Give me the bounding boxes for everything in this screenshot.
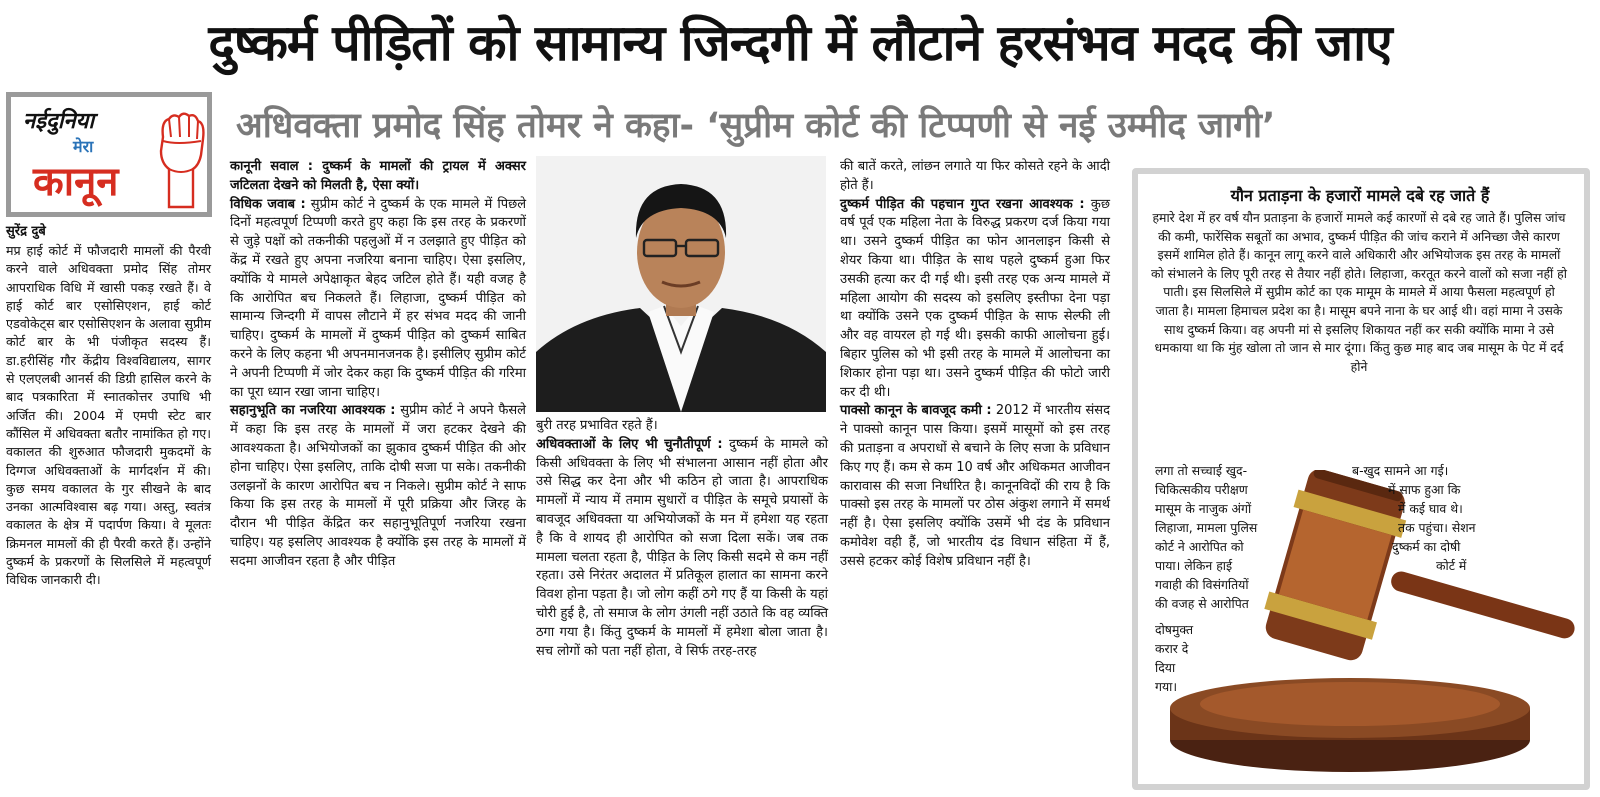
sympathy-text: सुप्रीम कोर्ट ने अपने फैसले में कहा कि इस तरह के मामलों में जरा हटकर देखने की आवश्यकता है। अभियोजकों का झुकाव दुष्कर्म पीड़ित की ओर होना चाहिए। ऐसा इसलिए, ताकि दोषी सजा पा सके। तकनीकी उलझनों के कारण आरोपित बच न निकले। सुप्रीम कोर्ट ने साफ किया कि इस तरह के मामलों में पूरी प्रक्रिया और जिरह के दौरान भी पीड़ित केंद्रित कर सहानुभूतिपूर्ण नजरिया रखना चाहिए। यह इसलिए आवश्यक है क्योंकि इस तरह के मामलों में सदमा आजीवन रहता है और पीड़ित [230, 403, 526, 569]
box-right-line: कोर्ट में [1436, 558, 1467, 573]
box-left-line: लिहाजा, मामला पुलिस [1155, 520, 1258, 535]
question-text: दुष्कर्म के मामलों की ट्रायल में अक्सर जटिलता देखने को मिलती है, ऐसा क्यों। [230, 159, 526, 193]
col3-intro: बुरी तरह प्रभावित रहते हैं। [536, 418, 658, 433]
box-right-line: दुष्कर्म का दोषी [1392, 539, 1461, 554]
box-left-line: की वजह से आरोपित [1155, 596, 1249, 611]
privacy-text: कुछ वर्ष पूर्व एक महिला नेता के विरुद्ध प्रकरण दर्ज किया गया था। उसने दुष्कर्म पीड़ित का फोन आनलाइन किसी से शेयर किया था। पीड़ित के साथ पहले दुष्कर्म हुआ फिर उसकी हत्या कर दी गई थी। इसी तरह एक अन्य मामले में महिला आयोग की सदस्य को इसलिए इस्तीफा देना पड़ा था क्योंकि उसने एक दुष्कर्म पीड़ित के साफ सेल्फी ली और वह वायरल हो गई थी। इसकी काफी आलोचना हुई। बिहार पुलिस को भी इसी तरह के मामले में आलोचना का शिकार होना पड़ा था। उसने दुष्कर्म पीड़ित की फोटो जारी कर दी थी। [840, 196, 1110, 400]
challenge-label: अधिवक्ताओं के लिए भी चुनौतीपूर्ण : [536, 436, 723, 452]
col4-intro: की बातें करते, लांछन लगाते या फिर कोसते रहने के आदी होते हैं। [840, 159, 1110, 193]
box-left-line: गवाही की विसंगतियों [1155, 577, 1249, 592]
raised-fist-icon [153, 107, 207, 209]
column-3 [536, 417, 828, 661]
box-left-line: करार दे [1155, 641, 1189, 656]
headline: दुष्कर्म पीड़ितों को सामान्य जिन्दगी में लौटाने हरसंभव मदद की जाए [208, 14, 1392, 72]
box-right-line: ब-खुद सामने आ गई। [1352, 463, 1449, 478]
subheadline: अधिवक्ता प्रमोद सिंह तोमर ने कहा- ‘सुप्रीम कोर्ट की टिप्पणी से नई उम्मीद जागी’ [236, 106, 1276, 146]
pocso-label: पाक्सो कानून के बावजूद कमी : [840, 403, 992, 419]
box-left-line: दिया [1155, 660, 1176, 675]
box-left-line: लगा तो सच्चाई खुद- [1155, 463, 1248, 478]
box-text: हमारे देश में हर वर्ष यौन प्रताड़ना के हजारों मामले कई कारणों से दबे रह जाते हैं। पुलिस जांच की कमी, फारेंसिक सबूतों का अभाव, दुष्कर्म पीड़ित की जांच कराने में अनिच्छा जैसे कारण इसमें शामिल होते हैं। कानून लागू करने वाले अधिकारी और अभियोजक इस तरह के मामलों को संभालने के लिए पूरी तरह से तैयार नहीं होते। लिहाजा, करतूत करने वालों को सजा नहीं हो पाती। इस सिलसिले में सुप्रीम कोर्ट का एक मामूम के मामले में आया फैसला महत्वपूर्ण हो जाता है। मामला हिमाचल प्रदेश का है। मासूम बपने नाना के घर आई थी। वहां मामा ने उसके साथ दुष्कर्म किया। वह अपनी मां से इसलिए शिकायत नहीं कर सकी क्योंकि मामा ने उसे धमकाया था कि मुंह खोला तो जान से मार दूंगा। किंतु कुछ माह बाद जब मासूम के पेट में दर्द होने [1151, 210, 1567, 374]
column-2 [230, 158, 526, 572]
box-left-line: कोर्ट ने आरोपित को [1155, 539, 1244, 554]
byline: सुरेंद्र दुबे [6, 224, 46, 239]
question-label: कानूनी सवाल : [230, 159, 313, 174]
column-4 [840, 158, 1110, 572]
answer-text: सुप्रीम कोर्ट ने दुष्कर्म के एक मामले में पिछले दिनों महत्वपूर्ण टिप्पणी करते हुए कहा कि इस तरह के प्रकरणों से जुड़े पक्षों को तकनीकी पहलुओं में न उलझाते हुए पीड़ित को केंद्र में रखते हुए अपना नजरिया बनाना चाहिए। ऐसा इसलिए, क्योंकि ये मामले अपेक्षाकृत बेहद जटिल होते हैं। यही वजह है कि आरोपित बच निकलते हैं। लिहाजा, दुष्कर्म पीड़ित को सामान्य जिन्दगी में वापस लौटाने में हर संभव मदद की जानी चाहिए। दुष्कर्म के मामलों में दुष्कर्म पीड़ित को दुष्कर्म साबित करने के लिए कहना भी अपनमानजनक है। इसीलिए सुप्रीम कोर्ट ने अपनी टिप्पणी में जोर देकर कहा कि दुष्कर्म पीड़ित की गरिमा का पूरा ध्यान रखा जाना चाहिए। [230, 196, 527, 400]
box-right-line: तक पहुंचा। सेशन [1398, 520, 1476, 535]
box-right-line: में साफ हुआ कि [1388, 482, 1461, 497]
masthead-mera: मेरा [73, 137, 94, 156]
box-left-line: मासूम के नाजुक अंगों [1155, 501, 1252, 516]
box-left-line: दोषमुक्त [1155, 622, 1194, 637]
masthead-logo [6, 92, 212, 217]
advocate-photo [536, 156, 826, 412]
box-right-line: में कई घाव थे। [1398, 501, 1463, 516]
box-left-line: गया। [1155, 679, 1178, 694]
masthead-brand: नईदुनिया [23, 109, 95, 134]
pocso-text: 2012 में भारतीय संसद ने पाक्सो कानून पास किया। इसमें मासूमों को इस तरह की प्रताड़ना व अपराधों से बचाने के लिए सजा के प्रविधान किए गए हैं। कम से कम 10 वर्ष और अधिकमत आजीवन कारावास की सजा निर्धारित है। कानूनविदों की राय है कि पाक्सो इस तरह के मामलों पर ठोस अंकुश लगाने में समर्थ नहीं है। ऐसा इसलिए क्योंकि उसमें भी दंड के प्रविधान कमोवेश वही हैं, जो भारतीय दंड विधान संहिता में हैं, उससे हटकर कोई विशेष प्रविधान नहीं है। [840, 403, 1110, 569]
challenge-text: दुष्कर्म के मामले को किसी अधिवक्ता के लिए भी संभालना आसान नहीं होता और उसे सिद्ध कर देना और भी कठिन हो जाता है। आपराधिक मामलों में न्याय में तमाम सुधारों व पीड़ित के समूचे प्रयासों के बावजूद अधिवक्ता या अभियोजकों के मन में हमेशा यह रहता है कि वे शायद ही आरोपित को सजा दिला सकें। जब तक मामला चलता रहता है, पीड़ित के लिए किसी सदमे से कम नहीं रहता। उसे निरंतर अदालत में प्रतिकूल हालात का सामना करने विवश होना पड़ता है। जो लोग कहीं ठगे गए हैं या किसी के यहां चोरी हुई है, तो समाज के लोग उंगली नहीं उठाते कि वह व्यक्ति ठगा गया है। किंतु दुष्कर्म के मामलों में हमेशा बोला जाता है। सच लोगों को पता नहीं होता, वे सिर्फ तरह-तरह [536, 436, 828, 659]
sympathy-label: सहानुभूति का नजरिया आवश्यक : [230, 403, 396, 419]
box-left-line: चिकित्सकीय परीक्षण [1155, 482, 1248, 497]
column-1-text: मप्र हाई कोर्ट में फौजदारी मामलों की पैरवी करने वाले अधिवक्ता प्रमोद सिंह तोमर आपराधिक विधि में खासी पकड़ रखते हैं। वे हाई कोर्ट बार एसोसिएशन, हाई कोर्ट एडवोकेट्स बार एसोसिएशन के अलावा सुप्रीम कोर्ट बार के भी पंजीकृत सदस्य हैं। डा.हरीसिंह गौर केंद्रीय विश्वविद्यालय, सागर से एलएलबी आनर्स की डिग्री हासिल करने के बाद पत्रकारिता में स्नातकोत्तर उपाधि भी अर्जित की। 2004 में एमपी स्टेट बार कौंसिल में अधिवक्ता बतौर नामांकित हो गए। वकालत की शुरुआत फौजदारी मुकदमों के दिग्गज अधिवक्ताओं के मार्गदर्शन में की। कुछ समय वकालत के गुर सीखने के बाद उनका आत्मविश्वास बढ़ गया। अस्तु, स्वतंत्र वकालत के क्षेत्र में पदार्पण किया। वे मूलतः क्रिमनल मामलों की ही पैरवी करते हैं। उन्होंने दुष्कर्म के प्रकरणों के सिलसिले में महत्वपूर्ण विधिक जानकारी दी। [6, 243, 211, 588]
answer-label: विधिक जवाब : [230, 196, 306, 212]
box-left-line: पाया। लेकिन हाई [1155, 558, 1233, 573]
box-title: यौन प्रताड़ना के हजारों मामले दबे रह जाते हैं [1230, 186, 1490, 205]
privacy-label: दुष्कर्म पीड़ित की पहचान गुप्त रखना आवश्यक : [840, 196, 1085, 212]
masthead-kanoon: कानून [33, 159, 119, 205]
